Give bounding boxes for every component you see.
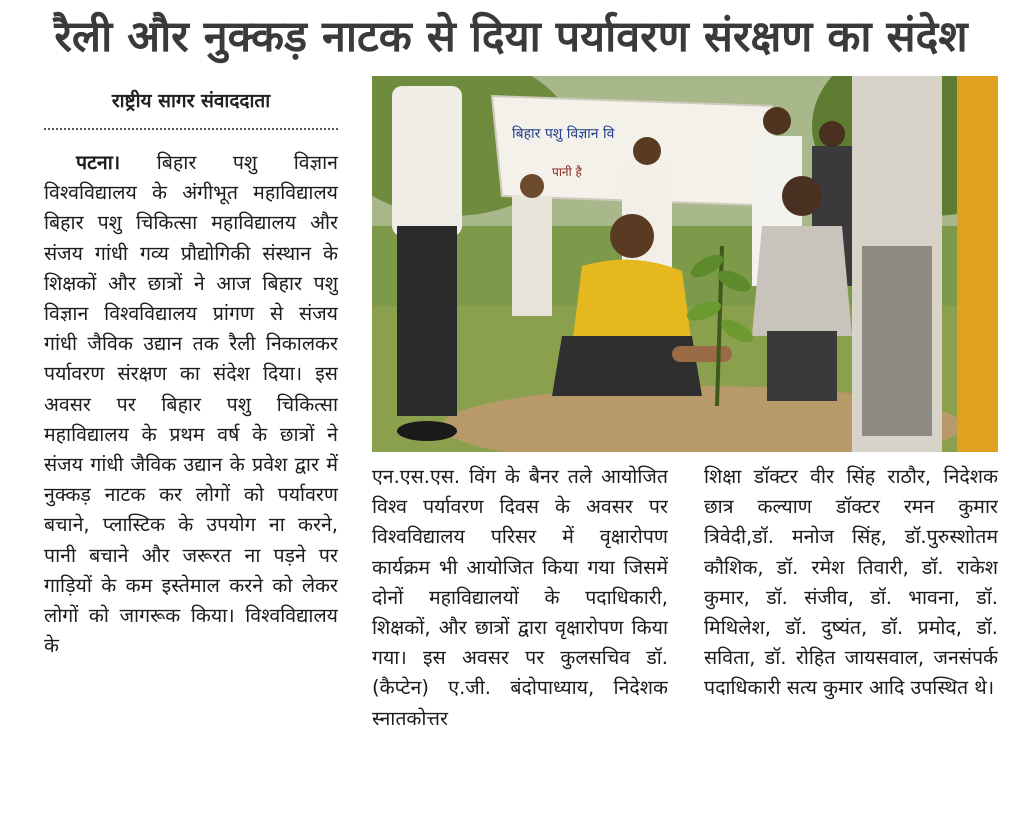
tree-planting-photo — [372, 76, 998, 452]
banner-text-2: पानी है — [552, 165, 582, 179]
article-column-2 — [372, 462, 668, 808]
article-paragraph — [44, 148, 338, 661]
banner-text-1: बिहार पशु विज्ञान वि — [512, 126, 615, 142]
news-photo — [372, 76, 998, 452]
dateline: पटना। — [76, 151, 121, 174]
byline-divider — [44, 128, 338, 130]
article-column-3 — [704, 462, 998, 808]
article-text-col2: एन.एस.एस. विंग के बैनर तले आयोजित विश्व पर्यावरण दिवस के अवसर पर विश्वविद्यालय परिसर में वृक्षारोपण कार्यक्रम भी आयोजित किया गया जिसमें दोनों महाविद्यालयों के पदाधिकारी, शिक्षकों, और छात्रों द्वारा वृक्षारोपण किया गया। इस अवसर पर कुलसचिव डॉ. (कैप्टेन) ए.जी. बंदोपाध्याय, निदेशक स्नातकोत्तर — [372, 465, 668, 730]
headline: रैली और नुक्कड़ नाटक से दिया पर्यावरण संरक्षण का संदेश — [54, 12, 968, 62]
article-text-col3: शिक्षा डॉक्टर वीर सिंह राठौर, निदेशक छात्र कल्याण डॉक्टर रमन कुमार त्रिवेदी,डॉ. मनोज सिंह, डॉ.पुरुस्शोतम कौशिक, डॉ. रमेश तिवारी, डॉ. राकेश कुमार, डॉ. संजीव, डॉ. भावना, डॉ. मिथिलेश, डॉ. दुष्यंत, डॉ. प्रमोद, डॉ. सविता, डॉ. रोहित जायसवाल, जनसंपर्क पदाधिकारी सत्य कुमार आदि उपस्थित थे। — [704, 465, 998, 700]
byline: राष्ट्रीय सागर संवाददाता — [111, 90, 271, 112]
article-text-col1: बिहार पशु विज्ञान विश्वविद्यालय के अंगीभूत महाविद्यालय बिहार पशु चिकित्सा महाविद्यालय और संजय गांधी गव्य प्रौद्योगिकी संस्थान के शिक्षकों और छात्रों ने आज बिहार पशु विज्ञान विश्वविद्यालय प्रांगण से संजय गांधी जैविक उद्यान तक रैली निकालकर पर्यावरण संरक्षण का संदेश दिया। इस अवसर पर बिहार पशु चिकित्सा महाविद्यालय के प्रथम वर्ष के छात्रों ने संजय गांधी जैविक उद्यान के प्रवेश द्वार में नुक्कड़ नाटक कर लोगों को पर्यावरण बचाने, प्लास्टिक के उपयोग ना करने, पानी बचाने और जरूरत ना पड़ने पर गाड़ियों के कम इस्तेमाल करने को लेकर लोगों को जागरूक किया। विश्वविद्यालय के — [44, 151, 338, 658]
article-column-1 — [44, 148, 338, 808]
person-standing-left — [392, 86, 462, 441]
